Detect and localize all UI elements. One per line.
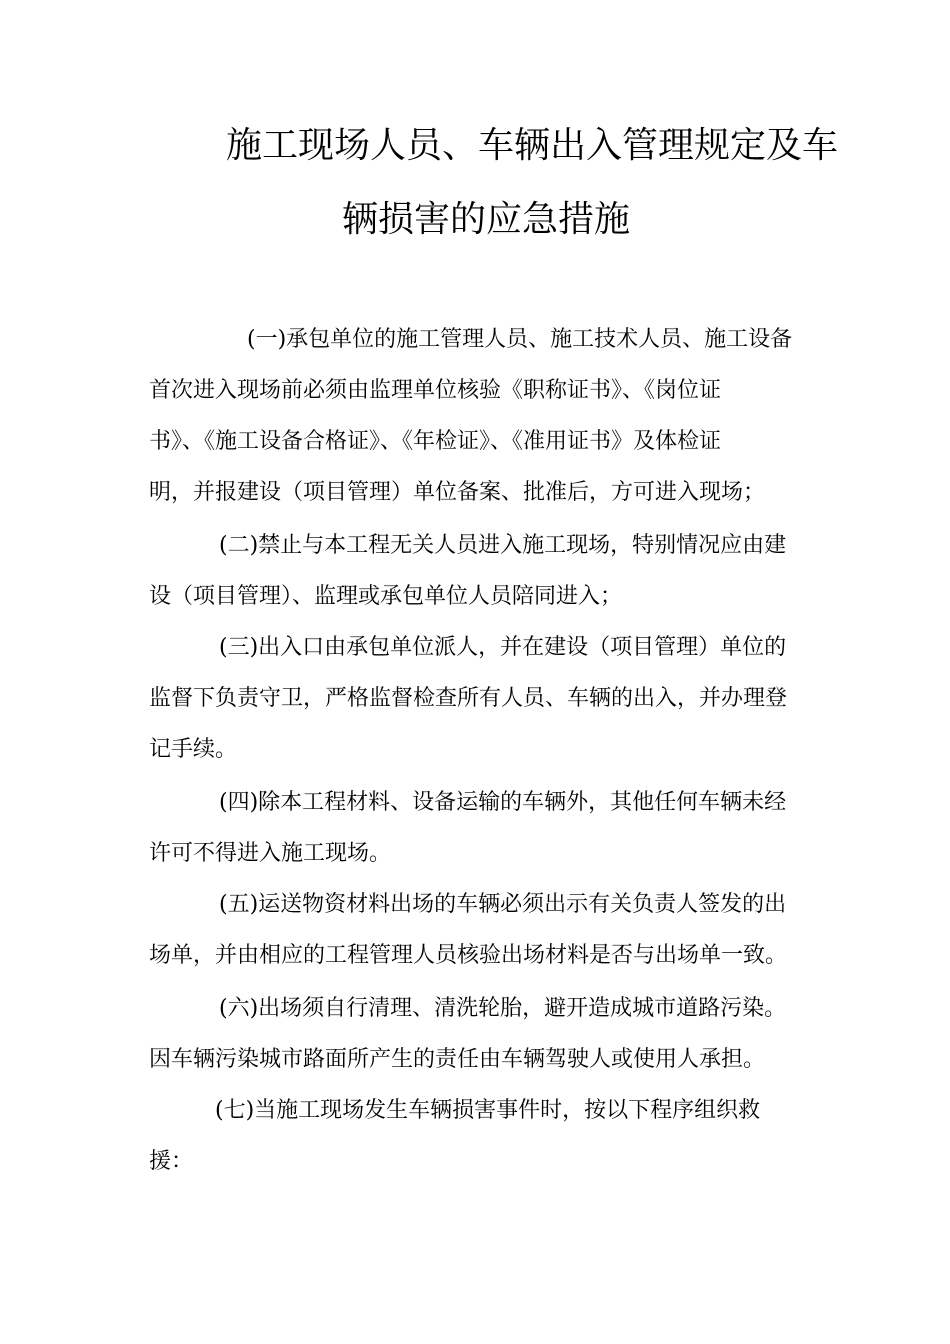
- paragraph-2-line-2: 设（项目管理）、监理或承包单位人员陪同进入；: [149, 584, 623, 609]
- paragraph-1-line-1: (一)承包单位的施工管理人员、施工技术人员、施工设备: [247, 327, 793, 352]
- paragraph-5-line-1: (五)运送物资材料出场的车辆必须出示有关负责人签发的出: [219, 892, 787, 917]
- paragraph-6-line-2: 因车辆污染城市路面所产生的责任由车辆驾驶人或使用人承担。: [149, 1047, 766, 1072]
- paragraph-3-line-2: 监督下负责守卫，严格监督检查所有人员、车辆的出入，并办理登: [149, 686, 788, 711]
- paragraph-3-line-3: 记手续。: [149, 737, 238, 762]
- paragraph-4-line-1: (四)除本工程材料、设备运输的车辆外，其他任何车辆未经: [219, 790, 787, 815]
- paragraph-1-line-3: 书》、《施工设备合格证》、《年检证》、《准用证书》及体检证: [149, 429, 722, 454]
- document-title-line-2: 辆损害的应急措施: [342, 199, 631, 240]
- paragraph-3-line-1: (三)出入口由承包单位派人，并在建设（项目管理）单位的: [219, 635, 787, 660]
- paragraph-6-line-1: (六)出场须自行清理、清洗轮胎，避开造成城市道路污染。: [219, 996, 787, 1021]
- paragraph-7-line-2: 援：: [149, 1149, 194, 1174]
- paragraph-1-line-4: 明，并报建设（项目管理）单位备案、批准后，方可进入现场；: [149, 480, 766, 505]
- document-title-line-1: 施工现场人员、车辆出入管理规定及车: [226, 125, 839, 166]
- paragraph-2-line-1: (二)禁止与本工程无关人员进入施工现场，特别情况应由建: [219, 533, 787, 558]
- paragraph-5-line-2: 场单，并由相应的工程管理人员核验出场材料是否与出场单一致。: [149, 943, 788, 968]
- paragraph-4-line-2: 许可不得进入施工现场。: [149, 841, 392, 866]
- paragraph-1-line-2: 首次进入现场前必须由监理单位核验《职称证书》、《岗位证: [149, 378, 722, 403]
- paragraph-7-line-1: (七)当施工现场发生车辆损害事件时，按以下程序组织救: [215, 1098, 761, 1123]
